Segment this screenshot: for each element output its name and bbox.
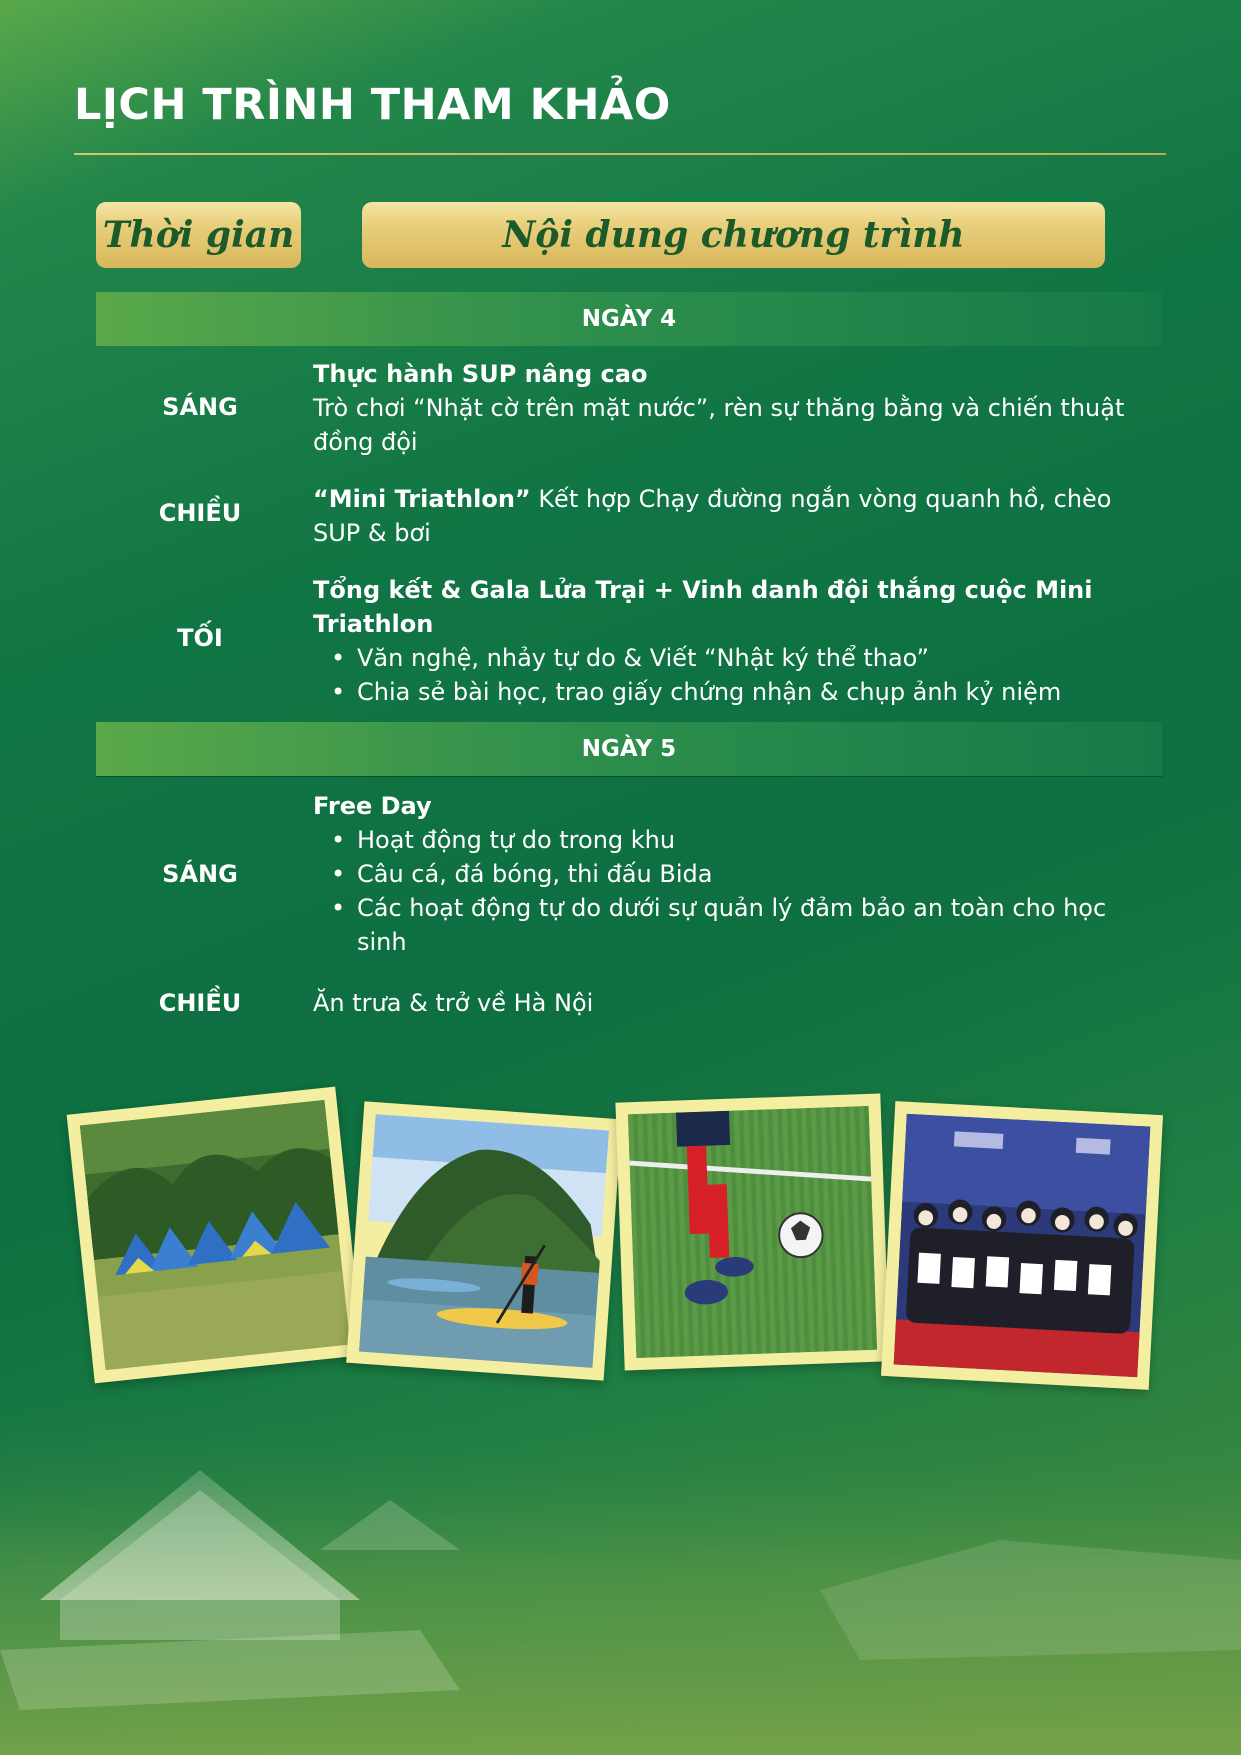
- session-text: Kết hợp Chạy đường ngắn vòng quanh hồ, chèo SUP & bơi: [313, 485, 1112, 547]
- camping-tents-photo: [67, 1087, 364, 1384]
- day4-morning-content: [313, 357, 1163, 459]
- day5-afternoon-time: CHIỀU: [158, 989, 242, 1017]
- session-text: Ăn trưa & trở về Hà Nội: [313, 989, 594, 1017]
- day5-afternoon-content: [313, 986, 1163, 1020]
- day-4-header: NGÀY 4: [96, 292, 1162, 346]
- session-heading: Thực hành SUP nâng cao: [313, 360, 648, 388]
- session-bullet-list: [313, 823, 1163, 959]
- bullet-item: • Chia sẻ bài học, trao giấy chứng nhận & chụp ảnh kỷ niệm: [357, 675, 1163, 709]
- day5-morning-time: SÁNG: [162, 860, 238, 888]
- day4-afternoon-content: [313, 482, 1163, 550]
- session-heading: “Mini Triathlon”: [313, 485, 531, 513]
- sup-paddleboarding-photo: [346, 1101, 622, 1380]
- group-certificates-photo: [881, 1101, 1163, 1390]
- bullet-item: • Các hoạt động tự do dưới sự quản lý đảm bảo an toàn cho học sinh: [357, 891, 1163, 959]
- title-divider: [74, 153, 1166, 155]
- day4-evening-content: [313, 573, 1163, 709]
- time-column-header: Thời gian: [96, 202, 301, 268]
- day5-morning-content: [313, 789, 1163, 959]
- campsite-background-illustration: [0, 1390, 1241, 1755]
- bullet-item: • Hoạt động tự do trong khu: [357, 823, 1163, 857]
- session-heading: Free Day: [313, 792, 432, 820]
- day4-evening-time: TỐI: [177, 624, 223, 652]
- session-heading: Tổng kết & Gala Lửa Trại + Vinh danh đội thắng cuộc Mini Triathlon: [313, 576, 1093, 638]
- day4-afternoon-time: CHIỀU: [158, 499, 242, 527]
- football-photo: [615, 1093, 889, 1370]
- day4-morning-time: SÁNG: [162, 393, 238, 421]
- bullet-item: • Văn nghệ, nhảy tự do & Viết “Nhật ký thể thao”: [357, 641, 1163, 675]
- session-text: Trò chơi “Nhặt cờ trên mặt nước”, rèn sự thăng bằng và chiến thuật đồng đội: [313, 394, 1125, 456]
- content-column-header: Nội dung chương trình: [362, 202, 1105, 268]
- bullet-item: • Câu cá, đá bóng, thi đấu Bida: [357, 857, 1163, 891]
- page-title: LỊCH TRÌNH THAM KHẢO: [74, 80, 671, 130]
- day-5-header: NGÀY 5: [96, 722, 1162, 777]
- session-bullet-list: [313, 641, 1163, 709]
